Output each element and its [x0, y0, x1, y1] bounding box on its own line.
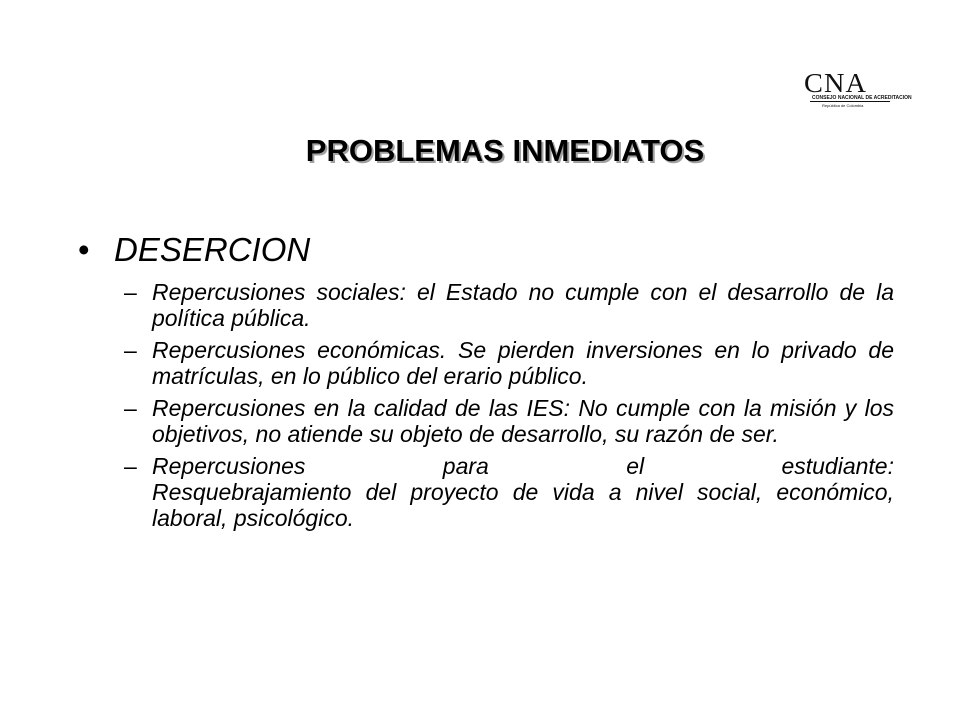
logo-line-2: República de Colombia	[822, 103, 864, 108]
bullet-dot: •	[78, 231, 90, 268]
sub-item-social	[124, 279, 894, 331]
bullet-label: DESERCION	[114, 231, 311, 268]
bullet-deserción	[78, 230, 310, 270]
sub-item-text: Repercusiones en la calidad de las IES: No cumple con la misión y los objetivos, no atiende su objeto de desarrollo, su razón de ser.	[152, 395, 894, 447]
sub-bullet-list	[124, 279, 894, 537]
dash-marker: –	[124, 395, 137, 421]
slide-title: PROBLEMAS INMEDIATOS	[305, 133, 705, 168]
logo-line-1: CONSEJO NACIONAL DE ACREDITACION	[812, 95, 912, 101]
dash-marker: –	[124, 453, 137, 479]
sub-item-text-line-1: Repercusiones para el estudiante:	[152, 453, 894, 479]
logo-divider	[810, 101, 890, 102]
cna-logo	[804, 68, 912, 110]
sub-item-text: Repercusiones sociales: el Estado no cumple con el desarrollo de la política pública.	[152, 279, 894, 331]
logo-letters: CNA	[804, 68, 868, 98]
sub-item-economic	[124, 337, 894, 389]
sub-item-student	[124, 453, 894, 531]
sub-item-text: Repercusiones económicas. Se pierden inversiones en lo privado de matrículas, en lo público del erario público.	[152, 337, 894, 389]
dash-marker: –	[124, 279, 137, 305]
sub-item-text-rest: Resquebrajamiento del proyecto de vida a nivel social, económico, laboral, psicológico.	[152, 479, 894, 531]
sub-item-quality	[124, 395, 894, 447]
dash-marker: –	[124, 337, 137, 363]
